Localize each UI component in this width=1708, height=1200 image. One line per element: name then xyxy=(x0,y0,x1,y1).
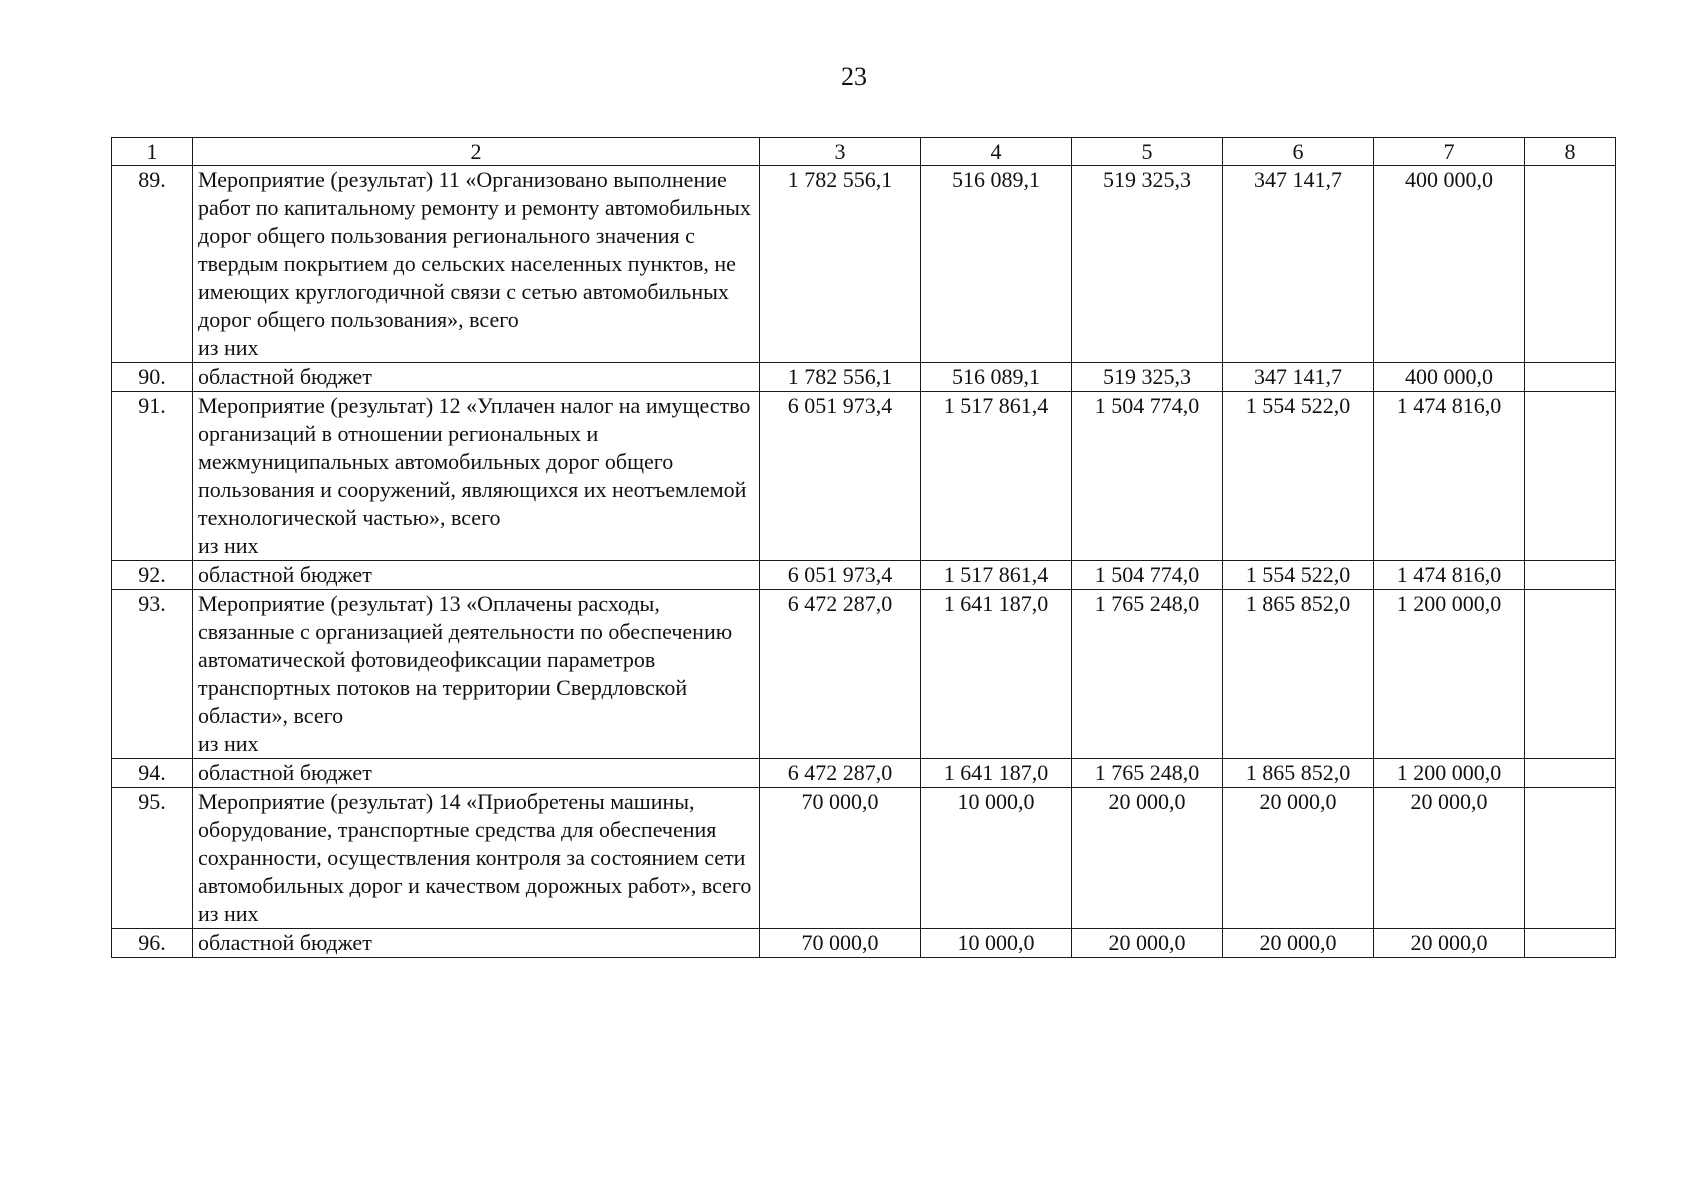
row-number: 91. xyxy=(112,392,193,561)
value-cell: 6 051 973,4 xyxy=(760,561,921,590)
column-header: 4 xyxy=(921,138,1072,166)
value-cell: 519 325,3 xyxy=(1072,363,1223,392)
value-cell: 1 200 000,0 xyxy=(1374,590,1525,759)
value-cell xyxy=(1525,759,1616,788)
column-header: 2 xyxy=(193,138,760,166)
row-number: 89. xyxy=(112,166,193,363)
value-cell: 1 517 861,4 xyxy=(921,392,1072,561)
value-cell: 20 000,0 xyxy=(1072,788,1223,929)
table-row xyxy=(112,590,1616,759)
value-cell: 20 000,0 xyxy=(1072,929,1223,958)
row-number: 94. xyxy=(112,759,193,788)
row-number: 95. xyxy=(112,788,193,929)
column-header: 5 xyxy=(1072,138,1223,166)
value-cell: 1 474 816,0 xyxy=(1374,561,1525,590)
table-row xyxy=(112,166,1616,363)
value-cell: 1 765 248,0 xyxy=(1072,590,1223,759)
value-cell: 516 089,1 xyxy=(921,166,1072,363)
value-cell xyxy=(1525,166,1616,363)
row-text: областной бюджет xyxy=(193,363,760,392)
value-cell: 347 141,7 xyxy=(1223,166,1374,363)
value-cell: 6 472 287,0 xyxy=(760,590,921,759)
value-cell xyxy=(1525,392,1616,561)
value-cell: 1 200 000,0 xyxy=(1374,759,1525,788)
value-cell: 70 000,0 xyxy=(760,788,921,929)
row-description xyxy=(193,590,760,759)
value-cell: 20 000,0 xyxy=(1223,788,1374,929)
value-cell: 20 000,0 xyxy=(1223,929,1374,958)
value-cell: 347 141,7 xyxy=(1223,363,1374,392)
row-subtext: из них xyxy=(198,533,259,558)
row-text: областной бюджет xyxy=(193,759,760,788)
row-description xyxy=(193,392,760,561)
table-row xyxy=(112,929,1616,958)
value-cell: 400 000,0 xyxy=(1374,166,1525,363)
row-description xyxy=(193,166,760,363)
value-cell: 1 782 556,1 xyxy=(760,363,921,392)
value-cell: 1 554 522,0 xyxy=(1223,561,1374,590)
value-cell: 1 782 556,1 xyxy=(760,166,921,363)
value-cell xyxy=(1525,929,1616,958)
value-cell: 10 000,0 xyxy=(921,929,1072,958)
row-number: 90. xyxy=(112,363,193,392)
value-cell xyxy=(1525,590,1616,759)
table-row xyxy=(112,392,1616,561)
table-row xyxy=(112,759,1616,788)
value-cell: 20 000,0 xyxy=(1374,788,1525,929)
row-text: Мероприятие (результат) 12 «Уплачен налог на имущество организаций в отношении региональных и межмуниципальных автомобильных дорог общего пользования и сооружений, являющихся их неотъемлемой технологической частью», всего xyxy=(198,393,751,530)
row-description xyxy=(193,788,760,929)
value-cell: 70 000,0 xyxy=(760,929,921,958)
value-cell: 1 865 852,0 xyxy=(1223,759,1374,788)
table-row xyxy=(112,561,1616,590)
value-cell: 1 504 774,0 xyxy=(1072,392,1223,561)
column-header: 7 xyxy=(1374,138,1525,166)
value-cell: 10 000,0 xyxy=(921,788,1072,929)
row-number: 92. xyxy=(112,561,193,590)
table-row xyxy=(112,788,1616,929)
row-text: областной бюджет xyxy=(193,929,760,958)
header-row xyxy=(112,138,1616,166)
budget-table xyxy=(111,137,1616,958)
value-cell xyxy=(1525,363,1616,392)
value-cell: 516 089,1 xyxy=(921,363,1072,392)
value-cell: 1 504 774,0 xyxy=(1072,561,1223,590)
value-cell: 1 765 248,0 xyxy=(1072,759,1223,788)
row-text: Мероприятие (результат) 14 «Приобретены машины, оборудование, транспортные средства для обеспечения сохранности, осуществления контроля за состоянием сети автомобильных дорог и качеством дорожных работ», всего xyxy=(198,789,752,898)
value-cell xyxy=(1525,788,1616,929)
value-cell: 1 474 816,0 xyxy=(1374,392,1525,561)
value-cell: 400 000,0 xyxy=(1374,363,1525,392)
row-text: Мероприятие (результат) 11 «Организовано выполнение работ по капитальному ремонту и ремонту автомобильных дорог общего пользования регионального значения с твердым покрытием до сельских населенных пунктов, не имеющих круглогодичной связи с сетью автомобильных дорог общего пользования», всего xyxy=(198,167,751,332)
row-subtext: из них xyxy=(198,901,259,926)
value-cell: 6 051 973,4 xyxy=(760,392,921,561)
value-cell: 1 865 852,0 xyxy=(1223,590,1374,759)
value-cell: 519 325,3 xyxy=(1072,166,1223,363)
value-cell xyxy=(1525,561,1616,590)
column-header: 8 xyxy=(1525,138,1616,166)
row-number: 93. xyxy=(112,590,193,759)
table-row xyxy=(112,363,1616,392)
row-subtext: из них xyxy=(198,335,259,360)
column-header: 6 xyxy=(1223,138,1374,166)
column-header: 3 xyxy=(760,138,921,166)
page-number: 23 xyxy=(841,62,867,91)
value-cell: 20 000,0 xyxy=(1374,929,1525,958)
value-cell: 1 641 187,0 xyxy=(921,759,1072,788)
value-cell: 1 554 522,0 xyxy=(1223,392,1374,561)
row-number: 96. xyxy=(112,929,193,958)
value-cell: 6 472 287,0 xyxy=(760,759,921,788)
value-cell: 1 517 861,4 xyxy=(921,561,1072,590)
column-header: 1 xyxy=(112,138,193,166)
row-text: Мероприятие (результат) 13 «Оплачены расходы, связанные с организацией деятельности по обеспечению автоматической фотовидеофиксации параметров транспортных потоков на территории Свердловской области», всего xyxy=(198,591,733,728)
row-subtext: из них xyxy=(198,731,259,756)
row-text: областной бюджет xyxy=(193,561,760,590)
value-cell: 1 641 187,0 xyxy=(921,590,1072,759)
